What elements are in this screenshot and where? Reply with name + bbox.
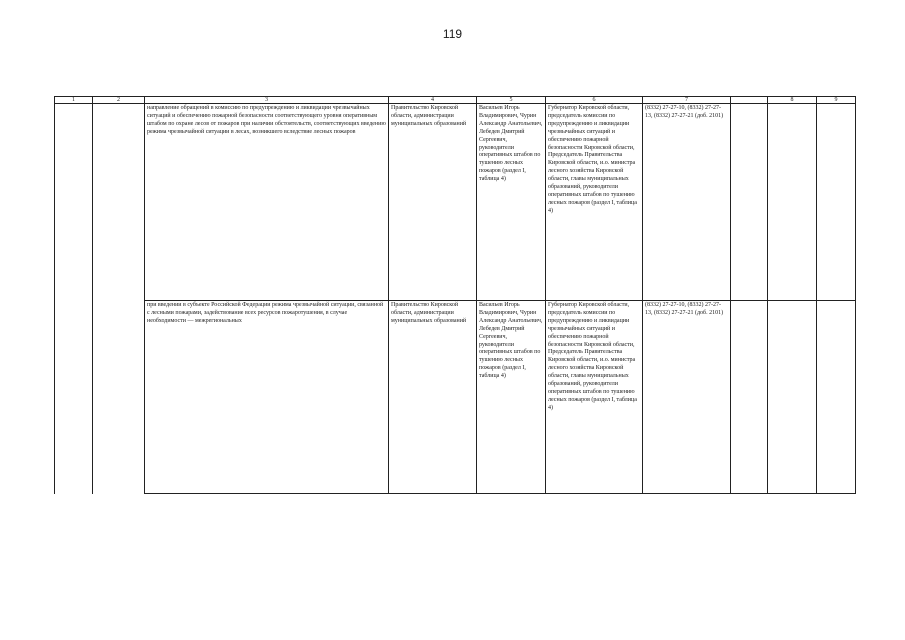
cell-col7b — [731, 301, 768, 494]
cell-responsible-persons: Васильев Игорь Владимирович, Чурин Александр Анатольевич, Лебедев Дмитрий Сергеевич, руководители оперативных штабов по тушению лесных пожаров (раздел I, таблица 4) — [477, 301, 546, 494]
cell-col9 — [817, 301, 856, 494]
table-row — [55, 104, 856, 301]
header-cell: 1 — [55, 97, 93, 104]
cell-measure: направление обращений в комиссию по предупреждению и ликвидации чрезвычайных ситуаций и обеспечению пожарной безопасности соответствующего уровня оперативным штабом по охране лесов от пожаров при наличии обстоятельств, соответствующих введению режима чрезвычайной ситуации в лесах, возникшего вследствие лесных пожаров — [145, 104, 389, 301]
cell-col2 — [93, 301, 145, 494]
cell-col2 — [93, 104, 145, 301]
cell-phones: (8332) 27-27-10, (8332) 27-27-13, (8332) 27-27-21 (доб. 2101) — [643, 301, 731, 494]
cell-measure: при введении в субъекте Российской Федерации режима чрезвычайной ситуации, связанной с лесными пожарами, задействование всех ресурсов пожаротушения, в случае необходимости — межрегиональных — [145, 301, 389, 494]
page-number: 119 — [442, 27, 463, 41]
header-cell: 6 — [546, 97, 643, 104]
cell-col8 — [768, 301, 817, 494]
header-cell: 2 — [93, 97, 145, 104]
cell-responsible-org: Правительство Кировской области, администрации муниципальных образований — [389, 104, 477, 301]
cell-officials: Губернатор Кировской области, председатель комиссии по предупреждению и ликвидации чрезвычайных ситуаций и обеспечению пожарной безопасности Кировской области, Председатель Правительства Кировской области, и.о. министра лесного хозяйства Кировской области, главы муниципальных образований, руководители оперативных штабов по тушению лесных пожаров (раздел I, таблица 4) — [546, 301, 643, 494]
measures-table — [54, 96, 856, 494]
cell-col1 — [55, 301, 93, 494]
table-row — [55, 301, 856, 494]
header-cell: 3 — [145, 97, 389, 104]
cell-responsible-org: Правительство Кировской области, администрации муниципальных образований — [389, 301, 477, 494]
cell-col9 — [817, 104, 856, 301]
header-cell: 5 — [477, 97, 546, 104]
header-cell: 4 — [389, 97, 477, 104]
cell-phones: (8332) 27-27-10, (8332) 27-27-13, (8332) 27-27-21 (доб. 2101) — [643, 104, 731, 301]
cell-responsible-persons: Васильев Игорь Владимирович, Чурин Александр Анатольевич, Лебедев Дмитрий Сергеевич, руководители оперативных штабов по тушению лесных пожаров (раздел I, таблица 4) — [477, 104, 546, 301]
header-cell — [731, 97, 768, 104]
cell-col7b — [731, 104, 768, 301]
cell-officials: Губернатор Кировской области, председатель комиссии по предупреждению и ликвидации чрезвычайных ситуаций и обеспечению пожарной безопасности Кировской области, Председатель Правительства Кировской области, и.о. министра лесного хозяйства Кировской области, главы муниципальных образований, руководители оперативных штабов по тушению лесных пожаров (раздел I, таблица 4) — [546, 104, 643, 301]
header-cell: 7 — [643, 97, 731, 104]
header-cell: 8 — [768, 97, 817, 104]
header-row — [55, 97, 856, 104]
cell-col8 — [768, 104, 817, 301]
cell-col1 — [55, 104, 93, 301]
header-cell: 9 — [817, 97, 856, 104]
